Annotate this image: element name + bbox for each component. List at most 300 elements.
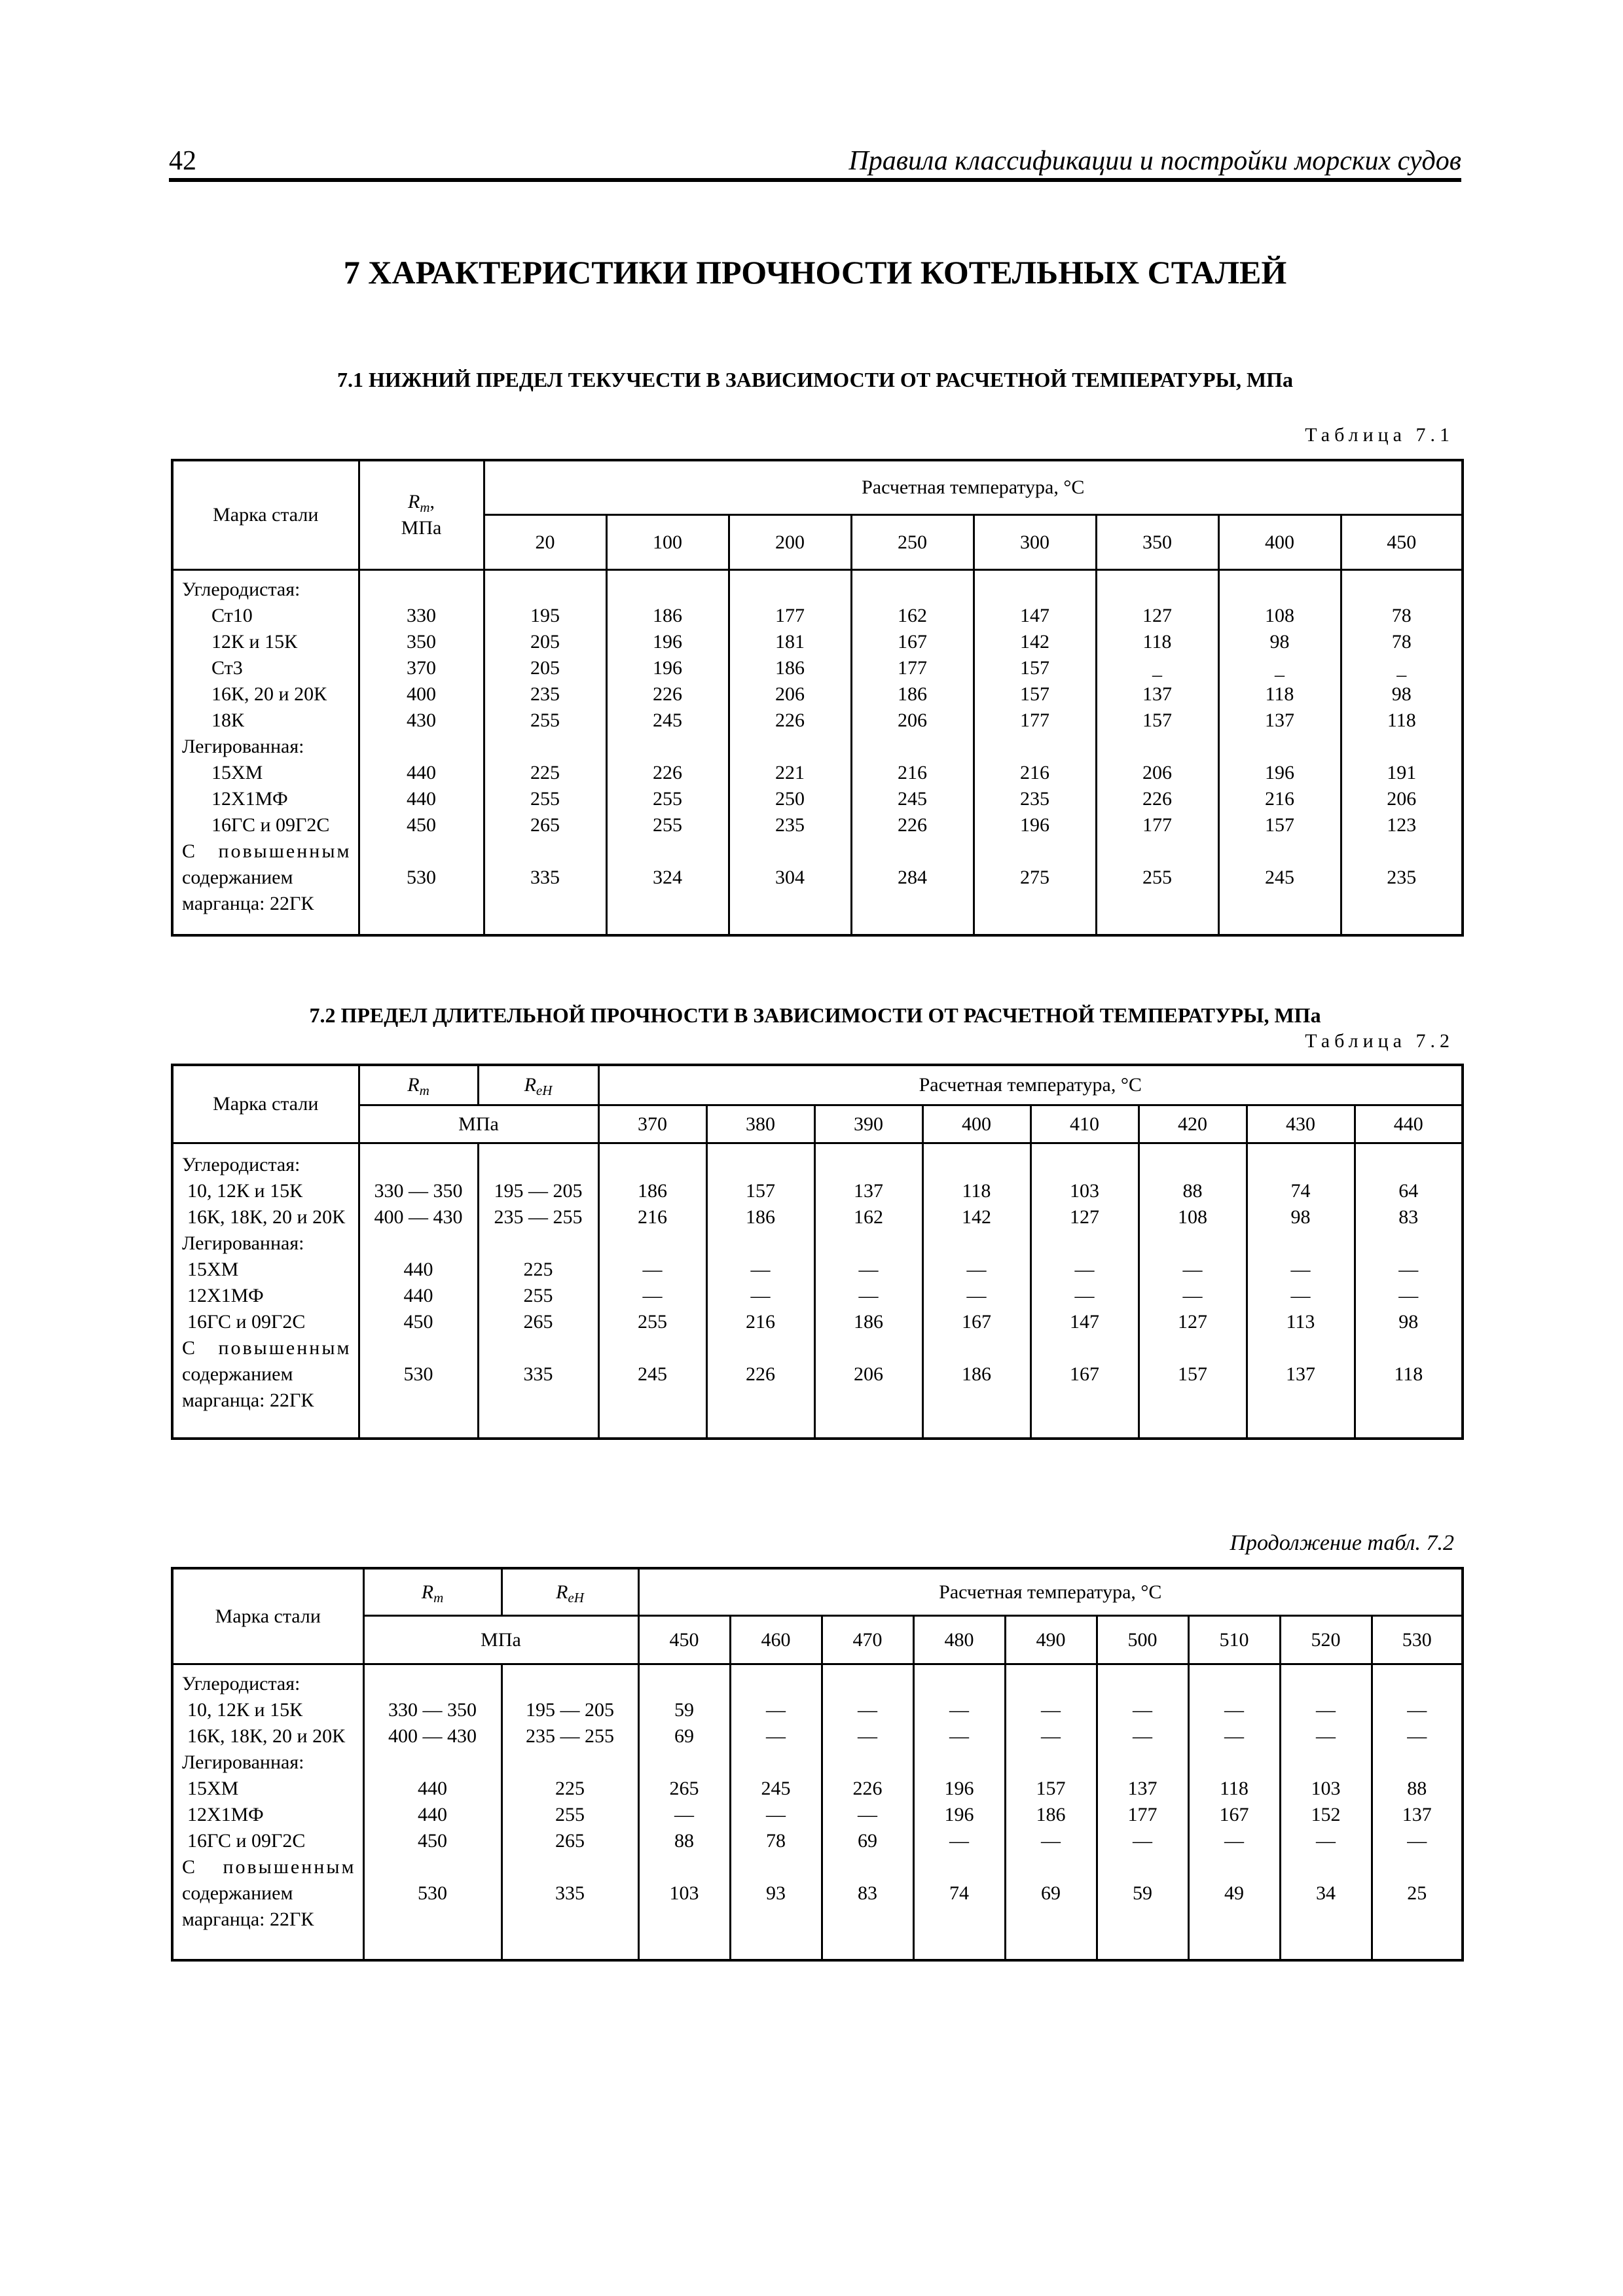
steel-grade-line: Углеродистая: [182, 1154, 301, 1175]
table-value [1190, 1671, 1279, 1697]
table-value: — [858, 1804, 877, 1825]
table-value [503, 1907, 638, 1933]
steel-grade-line: 16ГС и 09Г2С [187, 1830, 306, 1852]
table-value [1032, 1388, 1138, 1414]
table-value: 430 [407, 709, 436, 731]
temperature-value: 20 [484, 515, 606, 570]
table-value: — [1074, 1285, 1095, 1306]
table-value [708, 1152, 814, 1178]
table-value: 196 [1020, 814, 1049, 836]
table-7-1 [171, 459, 1464, 937]
table-value [852, 838, 973, 865]
table-value [1006, 1671, 1096, 1697]
table-value [608, 734, 728, 760]
table-value: 59 [674, 1699, 694, 1721]
temperature-column [1280, 1664, 1372, 1961]
table-value: 225 [523, 1259, 553, 1280]
table-value [1342, 577, 1462, 603]
table-7-1-heading: 7.1 НИЖНИЙ ПРЕДЕЛ ТЕКУЧЕСТИ В ЗАВИСИМОСТИ ОТ РАСЧЕТНОЙ ТЕМПЕРАТУРЫ, МПа [337, 368, 1294, 391]
reh-header [501, 1568, 638, 1616]
table-value: 88 [674, 1830, 694, 1852]
rm-symbol-subscript: m [420, 499, 430, 515]
table-value: 221 [775, 762, 805, 783]
table-value: 69 [674, 1725, 694, 1747]
table-value: 370 [407, 657, 436, 679]
temperature-header: Расчетная температура, °C [598, 1065, 1463, 1105]
table-value [1220, 891, 1340, 917]
table-value [816, 1152, 922, 1178]
table-value [730, 734, 850, 760]
reh-symbol-base: R [556, 1581, 568, 1603]
table-value [816, 1230, 922, 1257]
table-value [1032, 1152, 1138, 1178]
table-value [915, 1671, 1004, 1697]
table-value: 196 [944, 1804, 974, 1825]
steel-grade-line: содержанием [182, 1363, 293, 1385]
table-value: 137 [854, 1180, 883, 1202]
table-value: 186 [638, 1180, 667, 1202]
table-value: 74 [949, 1882, 969, 1904]
table-value: — [1398, 1259, 1419, 1280]
table-value [730, 577, 850, 603]
steel-grade-line: марганца: 22ГК [182, 1390, 314, 1411]
table-value: 400 — 430 [374, 1206, 463, 1228]
table-value [1140, 1388, 1246, 1414]
table-value: 235 [1387, 867, 1417, 888]
table-value: — [1316, 1699, 1336, 1721]
table-value [365, 1907, 501, 1933]
temperature-header: Расчетная температура, °C [484, 460, 1463, 515]
table-value: 142 [1020, 631, 1049, 653]
table-value [731, 1907, 821, 1933]
steel-grade-line: 16ГС и 09Г2С [187, 1311, 306, 1333]
temperature-row [172, 1105, 1463, 1143]
table-value: 225 [530, 762, 560, 783]
table-value: 335 [555, 1882, 585, 1904]
table-value [479, 1335, 598, 1361]
table-value: — [949, 1830, 969, 1852]
table-value: 123 [1387, 814, 1417, 836]
table-value: 177 [1127, 1804, 1158, 1825]
table-value [852, 891, 973, 917]
table-value: 167 [1219, 1804, 1249, 1825]
table-value [1097, 577, 1218, 603]
table-value: 118 [962, 1180, 991, 1202]
table-value: 450 [407, 814, 436, 836]
rm-symbol-base: R [421, 1581, 434, 1603]
table-value: 235 [530, 683, 560, 705]
steel-grade-line: 10, 12К и 15К [187, 1180, 303, 1202]
table-value [823, 1671, 913, 1697]
table-value: 235 — 255 [494, 1206, 583, 1228]
steel-grade-line: марганца: 22ГК [182, 893, 314, 914]
table-value: 205 [530, 657, 560, 679]
temperature-value: 390 [814, 1105, 922, 1143]
table-value [485, 891, 606, 917]
temperature-column [822, 1664, 913, 1961]
table-value [360, 838, 483, 865]
table-value: 195 — 205 [494, 1180, 583, 1202]
table-7-2-continued [171, 1567, 1464, 1962]
temperature-column [1218, 570, 1341, 936]
table-value: 530 [403, 1363, 433, 1385]
table-value [360, 577, 483, 603]
table-value: 186 [746, 1206, 775, 1228]
table-value [640, 1854, 729, 1880]
steel-grade-line: Легированная: [182, 736, 304, 757]
table-value [975, 838, 1095, 865]
table-body-row [172, 1664, 1463, 1961]
table-value: 350 [407, 631, 436, 653]
table-value: 245 [638, 1363, 667, 1385]
table-value: 245 [898, 788, 927, 810]
table-value: 118 [1387, 709, 1416, 731]
table-value: — [1224, 1699, 1244, 1721]
table-value: 69 [858, 1830, 877, 1852]
table-value: 186 [962, 1363, 991, 1385]
temperature-column [729, 570, 851, 936]
rm-symbol [422, 1581, 444, 1603]
table-value: 226 [1142, 788, 1172, 810]
table-value: 440 [403, 1285, 433, 1306]
table-value: 78 [1391, 631, 1412, 653]
table-value [365, 1671, 501, 1697]
temperature-column [606, 570, 729, 936]
table-value: — [949, 1725, 969, 1747]
rm-symbol [407, 1074, 429, 1096]
table-value: 255 [653, 788, 682, 810]
table-value: 147 [1020, 605, 1049, 626]
steel-grade-line: Углеродистая: [182, 1673, 301, 1695]
table-value: — [1224, 1830, 1244, 1852]
table-value [503, 1671, 638, 1697]
table-value: 137 [1402, 1804, 1432, 1825]
table-value: 93 [766, 1882, 786, 1904]
table-value: 98 [1391, 683, 1412, 705]
header-row [172, 1568, 1463, 1616]
table-value: 226 [653, 683, 682, 705]
temperature-column [851, 570, 974, 936]
table-value: 177 [1020, 709, 1049, 731]
table-value: — [766, 1699, 786, 1721]
table-7-2 [171, 1064, 1464, 1440]
temperature-column [1341, 570, 1463, 936]
table-value: 98 [1290, 1206, 1311, 1228]
table-value [924, 1388, 1030, 1414]
table-value [823, 1907, 913, 1933]
table-value [1356, 1335, 1462, 1361]
table-value: 206 [898, 709, 927, 731]
steel-grade-line: 18К [211, 709, 245, 731]
table-value: 245 [1265, 867, 1294, 888]
table-value: 103 [1070, 1180, 1099, 1202]
table-value: — [858, 1699, 877, 1721]
table-value [915, 1907, 1004, 1933]
rm-symbol-subscript: m [433, 1589, 444, 1605]
steel-grade-line: 10, 12К и 15К [187, 1699, 303, 1721]
rm-symbol-base: R [407, 1074, 420, 1096]
table-value [1190, 1749, 1279, 1776]
table-value: 177 [898, 657, 927, 679]
table-value: — [858, 1725, 877, 1747]
table-value: — [1316, 1725, 1336, 1747]
steel-grade-line: Углеродистая: [182, 579, 301, 600]
table-value: — [1182, 1259, 1203, 1280]
table-value [640, 1749, 729, 1776]
temperature-column [1139, 1143, 1247, 1439]
rm-header [359, 1065, 478, 1105]
rm-column [359, 1143, 478, 1439]
temperature-value: 100 [606, 515, 729, 570]
reh-column [501, 1664, 638, 1961]
table-value [1140, 1152, 1246, 1178]
table-value [1032, 1335, 1138, 1361]
table-value: — [1041, 1699, 1061, 1721]
table-value [600, 1152, 706, 1178]
table-value: 216 [1265, 788, 1294, 810]
table-value: 255 [653, 814, 682, 836]
table-value: 205 [530, 631, 560, 653]
steel-grade-line: 16ГС и 09Г2С [211, 814, 330, 836]
table-value: 206 [1142, 762, 1172, 783]
table-value: 235 — 255 [526, 1725, 614, 1747]
table-value: 195 [530, 605, 560, 626]
rm-symbol-base: R [408, 491, 420, 512]
table-value: 157 [1265, 814, 1294, 836]
table-value [503, 1749, 638, 1776]
table-value: 530 [418, 1882, 447, 1904]
table-value: 127 [1142, 605, 1172, 626]
reh-column [478, 1143, 598, 1439]
unit-header: МПа [363, 1616, 638, 1664]
table-value [360, 1335, 477, 1361]
table-7-2-continued-caption: Продолжение табл. 7.2 [1230, 1531, 1454, 1555]
temperature-column [913, 1664, 1005, 1961]
table-7-2-caption: Таблица 7.2 [1305, 1030, 1454, 1052]
rm-symbol-suffix: , [429, 491, 435, 512]
table-value: 113 [1286, 1311, 1315, 1333]
table-value [852, 577, 973, 603]
table-value: 127 [1070, 1206, 1099, 1228]
table-value: 216 [746, 1311, 775, 1333]
table-value: 265 [530, 814, 560, 836]
table-value: 255 [1142, 867, 1172, 888]
table-value: 118 [1265, 683, 1294, 705]
table-value: — [1224, 1725, 1244, 1747]
table-value: — [1398, 1285, 1419, 1306]
table-value [924, 1152, 1030, 1178]
table-value [731, 1749, 821, 1776]
table-value [1248, 1335, 1354, 1361]
table-value [1097, 891, 1218, 917]
table-value: — [949, 1699, 969, 1721]
table-value [975, 891, 1095, 917]
table-value: 265 [523, 1311, 553, 1333]
table-value: 330 [407, 605, 436, 626]
table-value [365, 1749, 501, 1776]
table-value: — [1290, 1285, 1311, 1306]
reh-symbol-subscript: eH [536, 1083, 553, 1098]
temperature-value: 250 [851, 515, 974, 570]
steel-grade-header: Марка стали [172, 1568, 363, 1664]
table-value [485, 838, 606, 865]
table-value: 137 [1265, 709, 1294, 731]
temperature-value: 350 [1096, 515, 1218, 570]
steel-grade-column [172, 1143, 359, 1439]
table-value: 98 [1269, 631, 1290, 653]
rm-header [363, 1568, 501, 1616]
table-value [1140, 1335, 1246, 1361]
table-value: 181 [775, 631, 805, 653]
temperature-value: 380 [706, 1105, 814, 1143]
temperature-value: 440 [1355, 1105, 1463, 1143]
table-value: 142 [962, 1206, 991, 1228]
temperature-value: 370 [598, 1105, 706, 1143]
steel-grade-line: содержанием [182, 1882, 293, 1904]
table-value [1281, 1854, 1371, 1880]
table-value [975, 734, 1095, 760]
table-body-row [172, 570, 1463, 936]
table-value: 186 [653, 605, 682, 626]
table-value: — [750, 1285, 771, 1306]
table-value [479, 1388, 598, 1414]
table-value [731, 1671, 821, 1697]
table-value [485, 577, 606, 603]
steel-grade-header: Марка стали [172, 460, 359, 570]
table-value: _ [1152, 657, 1162, 679]
temperature-column [1355, 1143, 1463, 1439]
temperature-column [706, 1143, 814, 1439]
table-value: 127 [1178, 1311, 1207, 1333]
table-value: 440 [407, 762, 436, 783]
table-value [1006, 1854, 1096, 1880]
temperature-column [1247, 1143, 1355, 1439]
unit-header: МПа [359, 1105, 598, 1143]
steel-grade-line: 12Х1МФ [211, 788, 288, 810]
table-value [1248, 1388, 1354, 1414]
header-row [172, 1065, 1463, 1105]
table-value: — [1133, 1699, 1152, 1721]
table-value: 186 [898, 683, 927, 705]
table-value: 25 [1407, 1882, 1427, 1904]
table-value: 216 [1020, 762, 1049, 783]
table-value: 103 [1311, 1778, 1341, 1799]
table-value: 255 [523, 1285, 553, 1306]
table-value: 59 [1133, 1882, 1152, 1904]
table-value: 69 [1041, 1882, 1061, 1904]
steel-grade-line: Ст10 [211, 605, 253, 626]
table-7-1-caption: Таблица 7.1 [1305, 424, 1454, 446]
table-value [1220, 838, 1340, 865]
table-value: 162 [854, 1206, 883, 1228]
table-value [360, 1230, 477, 1257]
table-value: 83 [1398, 1206, 1419, 1228]
table-value [924, 1335, 1030, 1361]
table-value: — [1133, 1830, 1152, 1852]
table-value: — [1041, 1830, 1061, 1852]
table-value: 335 [523, 1363, 553, 1385]
table-value: — [858, 1259, 879, 1280]
table-value: 330 — 350 [388, 1699, 477, 1721]
temperature-value: 480 [913, 1616, 1005, 1664]
table-value: 162 [898, 605, 927, 626]
rm-column [363, 1664, 501, 1961]
table-value: 216 [898, 762, 927, 783]
table-value [708, 1335, 814, 1361]
table-value: 108 [1178, 1206, 1207, 1228]
table-value: 226 [898, 814, 927, 836]
table-value: — [1407, 1725, 1427, 1747]
table-value: 440 [418, 1804, 447, 1825]
table-value: — [858, 1285, 879, 1306]
table-value [924, 1230, 1030, 1257]
table-value [915, 1749, 1004, 1776]
table-value [1356, 1230, 1462, 1257]
table-value: — [766, 1725, 786, 1747]
steel-grade-line: Легированная: [182, 1232, 304, 1254]
table-value: — [1182, 1285, 1203, 1306]
steel-grade-header: Марка стали [172, 1065, 359, 1143]
table-value [1098, 1854, 1188, 1880]
table-value [1342, 838, 1462, 865]
steel-grade-line: 16К, 18К, 20 и 20К [187, 1725, 346, 1747]
table-value [640, 1671, 729, 1697]
table-value [816, 1335, 922, 1361]
table-value: — [1074, 1259, 1095, 1280]
table-value: — [642, 1259, 663, 1280]
reh-symbol [556, 1581, 584, 1603]
header-rule [169, 178, 1461, 182]
table-value: 440 [407, 788, 436, 810]
table-value [1281, 1907, 1371, 1933]
table-value: — [1407, 1830, 1427, 1852]
table-value: 157 [1020, 657, 1049, 679]
table-value: 167 [962, 1311, 991, 1333]
table-value [730, 891, 850, 917]
table-value [1220, 577, 1340, 603]
steel-grade-line: Легированная: [182, 1751, 304, 1773]
table-value: 335 [530, 867, 560, 888]
table-value: 206 [1387, 788, 1417, 810]
table-value: — [642, 1285, 663, 1306]
table-value: 78 [1391, 605, 1412, 626]
table-value: 226 [775, 709, 805, 731]
temperature-value: 300 [974, 515, 1096, 570]
steel-grade-line: 15ХМ [211, 762, 263, 783]
table-value: 195 — 205 [526, 1699, 614, 1721]
table-value [1373, 1749, 1462, 1776]
table-value: 275 [1020, 867, 1049, 888]
table-value: 137 [1286, 1363, 1315, 1385]
temperature-column [1188, 1664, 1280, 1961]
steel-grade-line: Ст3 [211, 657, 243, 679]
steel-grade-line: содержанием [182, 867, 293, 888]
table-value [731, 1854, 821, 1880]
temperature-column [1005, 1664, 1097, 1961]
steel-grade-line: 12Х1МФ [187, 1285, 264, 1306]
table-value: 49 [1224, 1882, 1244, 1904]
steel-grade-line: 15ХМ [187, 1259, 239, 1280]
reh-symbol [524, 1074, 553, 1096]
table-value [915, 1854, 1004, 1880]
table-value: 250 [775, 788, 805, 810]
table-value [479, 1152, 598, 1178]
table-value: 88 [1407, 1778, 1427, 1799]
table-7-2-heading: 7.2 ПРЕДЕЛ ДЛИТЕЛЬНОЙ ПРОЧНОСТИ В ЗАВИСИМОСТИ ОТ РАСЧЕТНОЙ ТЕМПЕРАТУРЫ, МПа [309, 1003, 1321, 1027]
temperature-value: 400 [922, 1105, 1030, 1143]
table-value: 137 [1127, 1778, 1158, 1799]
temperature-value: 420 [1139, 1105, 1247, 1143]
